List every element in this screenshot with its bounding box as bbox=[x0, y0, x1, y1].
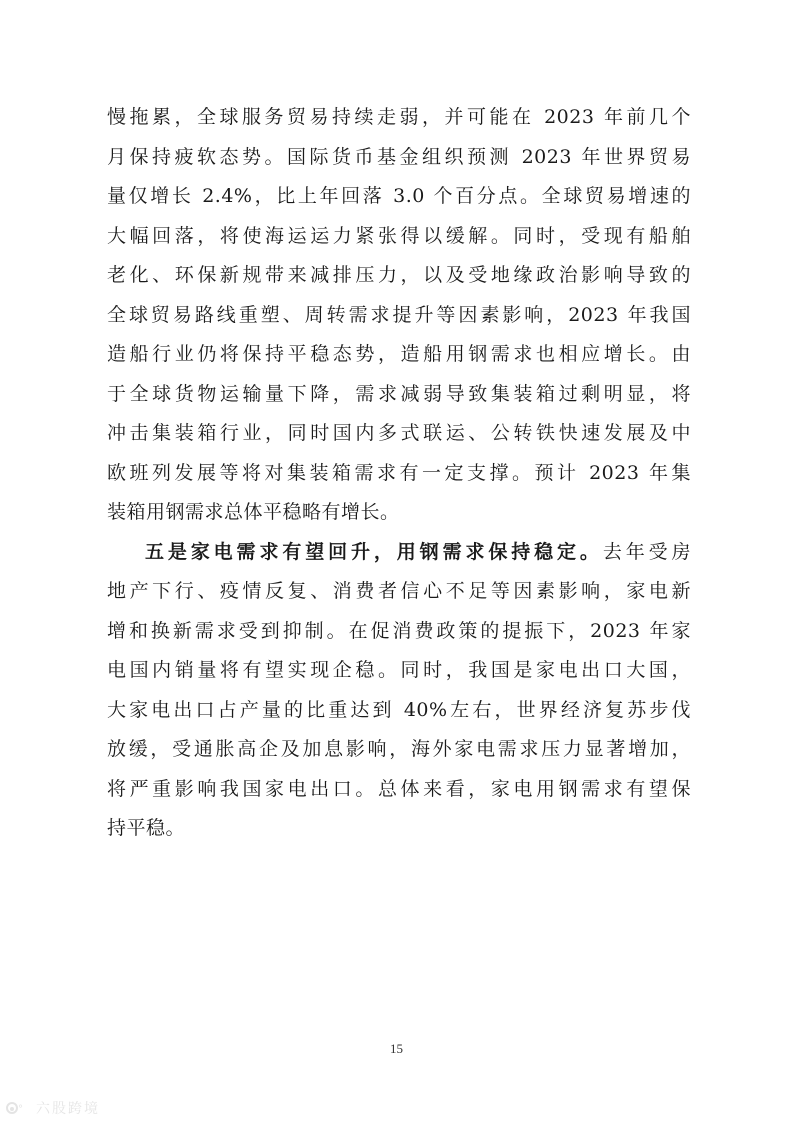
paragraph-shipping bbox=[107, 98, 691, 533]
watermark bbox=[6, 1098, 100, 1118]
document-body bbox=[107, 98, 691, 849]
paragraph-first-line bbox=[107, 533, 691, 573]
svg-text:°: ° bbox=[18, 1104, 23, 1115]
text-line: 月保持疲软态势。国际货币基金组织预测 2023 年世界贸易 bbox=[107, 145, 691, 168]
six-degrees-logo-icon bbox=[6, 1100, 32, 1116]
text-line: 全球贸易路线重塑、周转需求提升等因素影响，2023 年我国 bbox=[107, 303, 691, 326]
text-line: 电国内销量将有望实现企稳。同时，我国是家电出口大国， bbox=[107, 659, 691, 681]
text-line: 造船行业仍将保持平稳态势，造船用钢需求也相应增长。由 bbox=[107, 343, 691, 365]
text-line: 地产下行、疫情反复、消费者信心不足等因素影响，家电新 bbox=[107, 580, 691, 602]
text-line: 欧班列发展等将对集装箱需求有一定支撑。预计 2023 年集 bbox=[107, 461, 691, 484]
text-line: 老化、环保新规带来减排压力，以及受地缘政治影响导致的 bbox=[107, 264, 691, 286]
text-line: 大家电出口占产量的比重达到 40%左右，世界经济复苏步伐 bbox=[107, 698, 691, 721]
text-line: 持平稳。 bbox=[107, 817, 186, 839]
text-line: 于全球货物运输量下降，需求减弱导致集装箱过剩明显，将 bbox=[107, 382, 691, 405]
text-line: 量仅增长 2.4%，比上年回落 3.0 个百分点。全球贸易增速的 bbox=[107, 185, 691, 207]
watermark-text: 六股跨境 bbox=[36, 1101, 100, 1117]
text-line: 放缓，受通胀高企及加息影响，海外家电需求压力显著增加， bbox=[107, 738, 691, 760]
page-number: 15 bbox=[390, 1041, 403, 1056]
text-line: 将严重影响我国家电出口。总体来看，家电用钢需求有望保 bbox=[107, 777, 691, 800]
paragraph-heading-rest: 去年受房 bbox=[602, 540, 691, 563]
paragraph-heading: 五是家电需求有望回升，用钢需求保持稳定。 bbox=[145, 540, 603, 563]
paragraph-appliances bbox=[107, 533, 691, 849]
text-line: 冲击集装箱行业，同时国内多式联运、公转铁快速发展及中 bbox=[107, 422, 691, 444]
text-line: 增和换新需求受到抑制。在促消费政策的提振下，2023 年家 bbox=[107, 619, 691, 642]
text-line: 大幅回落，将使海运运力紧张得以缓解。同时，受现有船舶 bbox=[107, 224, 691, 247]
text-line: 慢拖累，全球服务贸易持续走弱，并可能在 2023 年前几个 bbox=[107, 106, 691, 128]
text-line: 装箱用钢需求总体平稳略有增长。 bbox=[107, 501, 400, 523]
